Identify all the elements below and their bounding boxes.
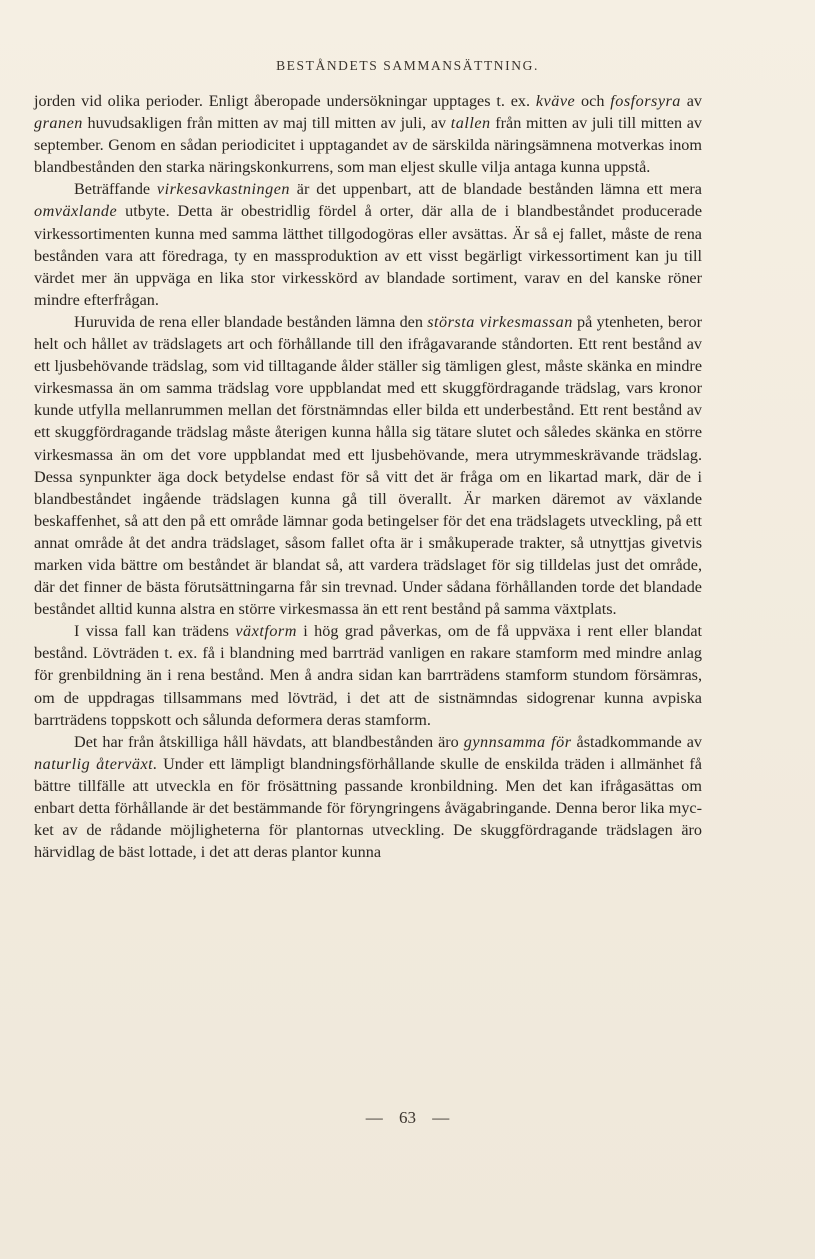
italic-term: gynnsamma för xyxy=(463,732,572,751)
page-number-footer xyxy=(0,1108,815,1128)
paragraph xyxy=(34,311,702,620)
text-run: i hög grad påverkas, om de få uppväxa i rent eller blandat bestånd. Lövträden t. ex. få i blandning med barrträd vanligen en rakare stamform med mindre anlag för grenbildning än i rena bestånd. Men å andra sidan kan barrträdens stamform stundom försämras, om de uppdragas tillsammans med lövträd, i det att de sistnämndas sidogrenar kunna avpiska barrträdens toppskott och sålunda deformera deras stamform. xyxy=(34,622,703,729)
italic-term: kväve xyxy=(535,92,576,110)
text-run: Beträffande xyxy=(74,180,157,199)
text-run: Det har från åtskilliga håll hävdats, att blandbestånden äro xyxy=(74,732,464,751)
paragraph xyxy=(34,90,702,178)
text-run: från mitten av juli till mitten av september. Genom en sådan periodicitet i upptagandet av de särskilda näringsämnena motverkas inom blandbestånden den starka näringskonkurrens, som man eljest skulle vilja antaga kunna uppstå. xyxy=(34,114,702,177)
text-run: utbyte. Detta är obestridlig fördel å orter, där alla de i blandbeståndet producerade virkessortimenten kunna med samma lätthet tillgodogöras eller avsättas. Är så ej fallet, måste de rena bestånden vara att föredraga, ty en massproduktion av ett visst begärligt virkessortiment kan ju till värdet mer än uppväga en lika stor virkesskörd av blandade sortiment, varav en del kanske röner mindre efterfrågan. xyxy=(34,202,702,309)
italic-term: tallen xyxy=(450,114,491,133)
italic-term: naturlig återväxt. xyxy=(34,754,158,773)
text-run: I vissa fall kan trädens xyxy=(74,622,236,641)
text-run: åstadkommande av xyxy=(571,732,702,751)
paragraph xyxy=(34,178,702,311)
italic-term: granen xyxy=(34,114,83,133)
italic-term: största virkesmassan xyxy=(427,312,573,331)
text-run: och xyxy=(575,92,611,110)
text-run: är det uppenbart, att de blandade bestånden lämna ett mera xyxy=(289,180,702,199)
paragraph xyxy=(34,620,702,730)
running-header: BESTÅNDETS SAMMANSÄTTNING. xyxy=(276,58,539,73)
folio-dash-left: — xyxy=(365,1108,383,1127)
paragraph xyxy=(34,731,702,864)
italic-term: växtform xyxy=(235,622,297,641)
folio-dash-right: — xyxy=(432,1108,450,1127)
body-text xyxy=(34,90,702,863)
italic-term: fosforsyra xyxy=(610,92,681,110)
italic-term: virkesavkastningen xyxy=(156,180,290,199)
text-run: huvudsakligen från mitten av maj till mitten av juli, av xyxy=(82,114,451,133)
text-run: av xyxy=(680,92,703,110)
text-run: Huruvida de rena eller blandade bestånden lämna den xyxy=(74,312,428,331)
page-number: 63 xyxy=(399,1108,416,1127)
text-run: jorden vid olika perioder. Enligt åberopade undersökningar upptages t. ex. xyxy=(34,92,536,110)
text-run: Under ett lämpligt blandningsförhållande skulle de enskilda träden i allmänhet få bättre tillfälle att utveckla en för frösättning passande kronbildning. Men det kan ifrågasättas om enbart detta förhållande är det bestämmande för föryngringens åvägabringande. Denna beror lika mycket av de rådande möjligheterna för plantornas utveckling. De skuggfördragande trädslagen äro härvidlag de bäst lottade, i det att deras plantor kunna xyxy=(34,754,702,862)
italic-term: omväxlande xyxy=(34,202,118,221)
text-run: på ytenheten, beror helt och hållet av trädslagets art och förhållande till den ifrågavarande ståndorten. Ett rent bestånd av ett ljusbehövande trädslag, som vid tilltagande ålder ställer sig tämligen glest, måste skänka en mindre virkesmassa än om samma trädslag vore uppblandat med ett skuggfördragande trädslag, vars kronor kunde utfylla mellanrummen mellan det förstnämndas eller bilda ett underbestånd. Ett rent bestånd av ett skuggfördragande trädslag måste återigen kunna hålla sig tätare slutet och således skänka en större virkesmassa än om det vore uppblandat med ett ljusbehövande, mera utrymmeskrävande trädslag. Dessa synpunkter äga dock betydelse endast för så vitt det är fråga om en likartad mark, där de i blandbeståndet ingående trädslagen kunna gå till överallt. Är marken däremot av växlande beskaffenhet, så att den på ett område lämnar goda betingelser för det ena trädslagets utveckling, på ett annat område åt det andra trädslaget, såsom fallet ofta är i småkuperade trakter, så utnyttjas givetvis marken vida bättre om beståndet är blandat så, att vardera trädslaget för sig tilldelas just det område, där det finner de bästa förutsättningarna får sin trevnad. Under sådana förhållanden torde det blandade beståndet alltid kunna alstra en större virkesmassa än ett rent bestånd på samma växtplats. xyxy=(34,312,702,619)
